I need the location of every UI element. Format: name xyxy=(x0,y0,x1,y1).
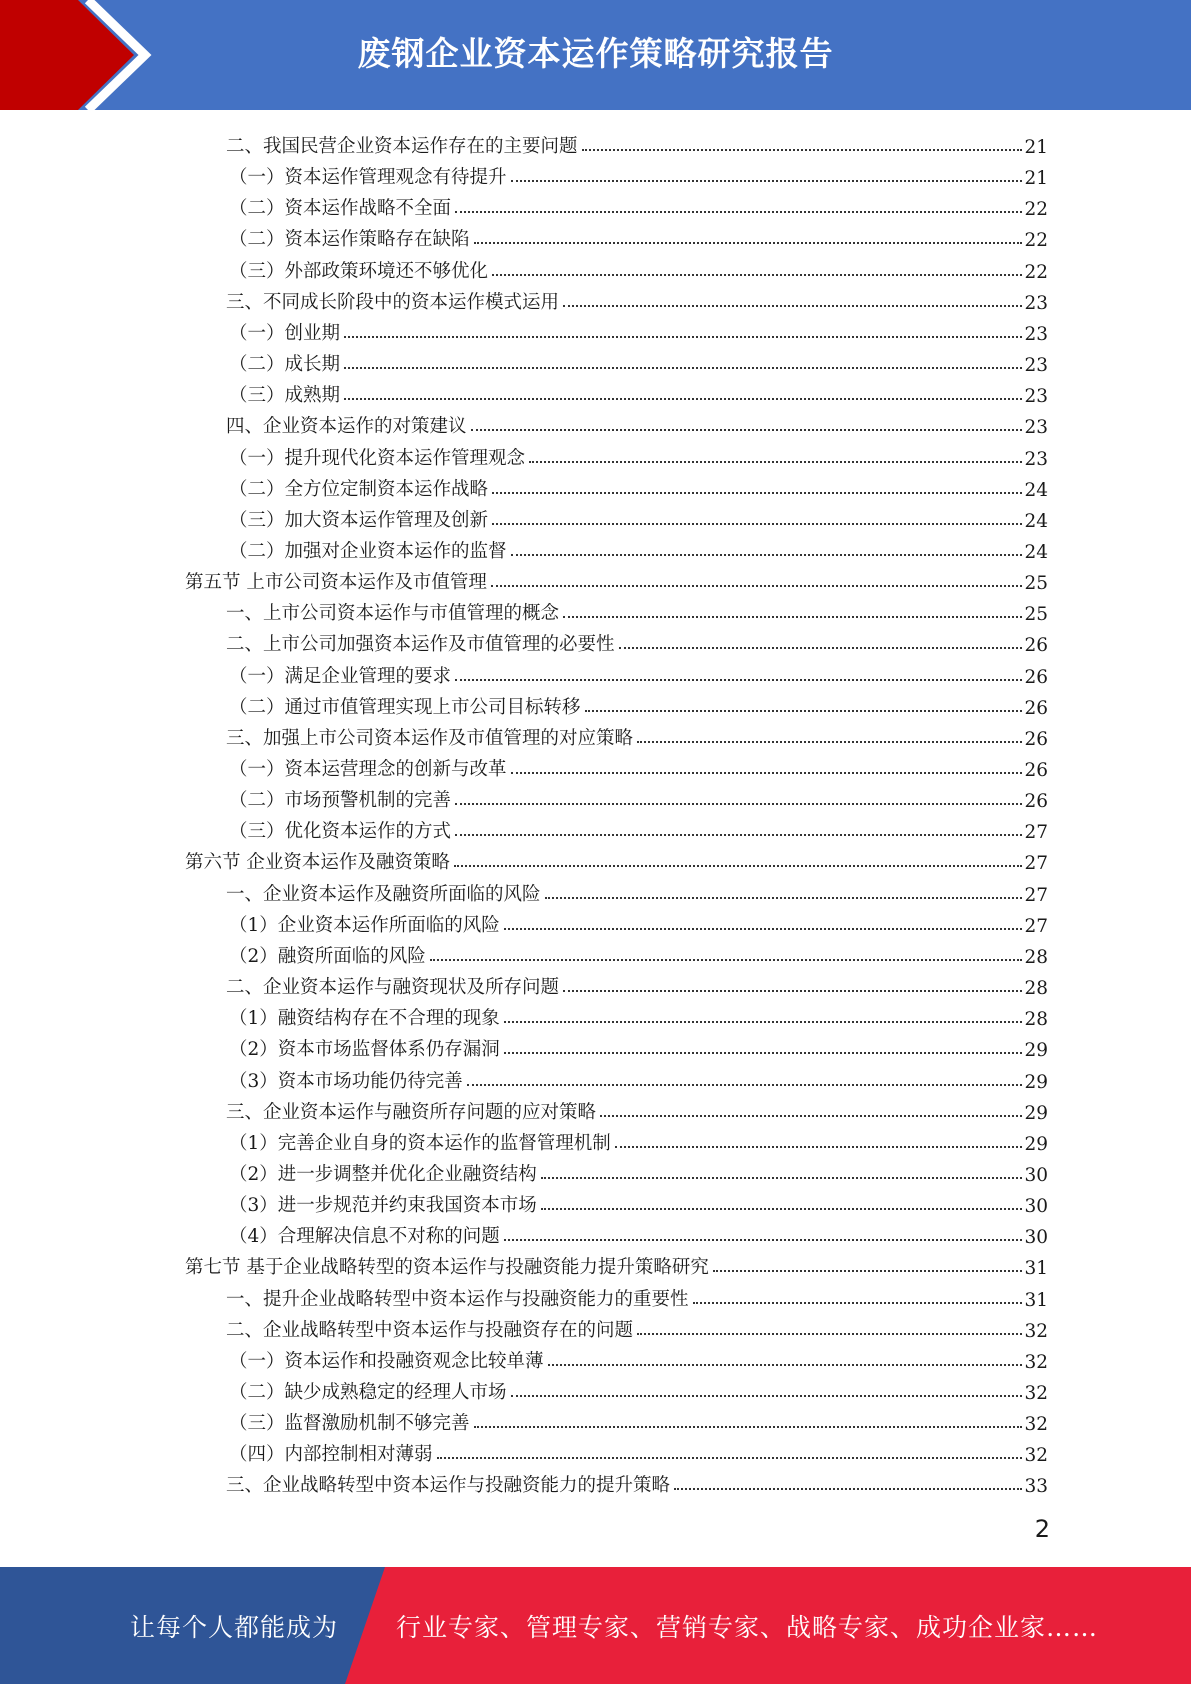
toc-entry-page: 31 xyxy=(1024,1289,1048,1311)
toc-entry-page: 27 xyxy=(1024,822,1048,844)
toc-entry-page: 26 xyxy=(1024,666,1048,688)
toc-entry-title: （一）满足企业管理的要求 xyxy=(229,665,452,687)
toc-entry-page: 26 xyxy=(1024,791,1048,813)
toc-entry-title: （二）资本运作战略不全面 xyxy=(229,198,452,220)
toc-entry[interactable] xyxy=(229,688,1048,719)
toc-entry-page: 32 xyxy=(1024,1351,1048,1373)
toc-dot-leader xyxy=(492,274,1022,276)
toc-entry-page: 26 xyxy=(1024,728,1048,750)
toc-dot-leader xyxy=(455,803,1022,805)
toc-entry-page: 21 xyxy=(1024,168,1048,190)
toc-entry-title: 三、不同成长阶段中的资本运作模式运用 xyxy=(226,291,560,313)
toc-entry-title: （2）进一步调整并优化企业融资结构 xyxy=(229,1163,537,1185)
toc-entry-title: （二）加强对企业资本运作的监督 xyxy=(229,540,507,562)
toc-entry[interactable] xyxy=(185,563,1048,594)
toc-entry[interactable] xyxy=(229,1062,1048,1093)
toc-entry[interactable] xyxy=(226,968,1048,999)
toc-entry[interactable] xyxy=(229,314,1048,345)
toc-dot-leader xyxy=(504,1021,1023,1023)
page-header xyxy=(0,0,1191,110)
toc-entry-title: （二）市场预警机制的完善 xyxy=(229,790,452,812)
toc-entry-title: 二、企业资本运作与融资现状及所存问题 xyxy=(226,977,560,999)
toc-dot-leader xyxy=(548,1364,1023,1366)
toc-entry-page: 27 xyxy=(1024,853,1048,875)
toc-entry[interactable] xyxy=(226,1280,1048,1311)
toc-dot-leader xyxy=(492,523,1022,525)
toc-entry-title: 二、企业战略转型中资本运作与投融资存在的问题 xyxy=(226,1319,634,1341)
toc-entry-page: 29 xyxy=(1024,1040,1048,1062)
toc-entry-page: 27 xyxy=(1024,884,1048,906)
toc-dot-leader xyxy=(619,647,1023,649)
toc-dot-leader xyxy=(511,554,1023,556)
toc-entry-page: 29 xyxy=(1024,1102,1048,1124)
toc-entry-title: （二）成长期 xyxy=(229,354,341,376)
toc-entry-title: （三）成熟期 xyxy=(229,385,341,407)
toc-entry[interactable] xyxy=(229,1373,1048,1404)
toc-dot-leader xyxy=(511,1395,1023,1397)
toc-dot-leader xyxy=(545,897,1023,899)
toc-entry-title: （2）资本市场监督体系仍存漏洞 xyxy=(229,1039,500,1061)
toc-dot-leader xyxy=(491,585,1023,587)
toc-entry-page: 23 xyxy=(1024,292,1048,314)
toc-entry[interactable] xyxy=(226,283,1048,314)
toc-dot-leader xyxy=(713,1270,1023,1272)
toc-dot-leader xyxy=(511,180,1023,182)
toc-entry[interactable] xyxy=(229,999,1048,1030)
toc-entry-title: （二）全方位定制资本运作战略 xyxy=(229,478,489,500)
toc-entry[interactable] xyxy=(229,1342,1048,1373)
toc-dot-leader xyxy=(693,1302,1023,1304)
toc-entry-page: 32 xyxy=(1024,1445,1048,1467)
toc-entry-page: 28 xyxy=(1024,946,1048,968)
toc-entry-page: 24 xyxy=(1024,479,1048,501)
toc-dot-leader xyxy=(344,367,1022,369)
toc-entry-title: （二）缺少成熟稳定的经理人市场 xyxy=(229,1382,507,1403)
toc-entry-page: 29 xyxy=(1024,1133,1048,1155)
toc-entry-page: 21 xyxy=(1024,137,1048,158)
toc-entry-title: 第五节 上市公司资本运作及市值管理 xyxy=(185,572,487,594)
toc-dot-leader xyxy=(344,398,1022,400)
toc-entry[interactable] xyxy=(229,1124,1048,1155)
toc-dot-leader xyxy=(674,1488,1022,1490)
toc-entry-page: 23 xyxy=(1024,355,1048,377)
toc-dot-leader xyxy=(582,149,1023,151)
toc-entry-page: 27 xyxy=(1024,915,1048,937)
toc-entry-title: 第七节 基于企业战略转型的资本运作与投融资能力提升策略研究 xyxy=(185,1257,709,1279)
toc-entry-title: （三）外部政策环境还不够优化 xyxy=(229,260,489,282)
toc-entry[interactable] xyxy=(229,158,1048,189)
toc-entry-title: （一）创业期 xyxy=(229,322,341,344)
toc-entry[interactable] xyxy=(229,220,1048,251)
toc-entry[interactable] xyxy=(229,750,1048,781)
toc-entry-page: 22 xyxy=(1024,261,1048,283)
toc-entry[interactable] xyxy=(229,1404,1048,1435)
toc-entry-title: （1）融资结构存在不合理的现象 xyxy=(229,1008,500,1030)
toc-entry[interactable] xyxy=(229,657,1048,688)
toc-entry-page: 24 xyxy=(1024,541,1048,563)
toc-dot-leader xyxy=(430,959,1023,961)
toc-entry[interactable] xyxy=(229,1435,1048,1466)
toc-entry-page: 22 xyxy=(1024,230,1048,252)
toc-entry-page: 23 xyxy=(1024,417,1048,439)
toc-entry[interactable] xyxy=(226,1311,1048,1342)
toc-entry-title: （4）合理解决信息不对称的问题 xyxy=(229,1226,500,1248)
toc-entry-title: （一）提升现代化资本运作管理观念 xyxy=(229,447,526,469)
toc-entry-page: 33 xyxy=(1024,1476,1048,1498)
toc-entry-page: 23 xyxy=(1024,448,1048,470)
toc-entry[interactable] xyxy=(229,1155,1048,1186)
toc-entry-title: 一、上市公司资本运作与市值管理的概念 xyxy=(226,603,560,625)
toc-entry-title: （三）监督激励机制不够完善 xyxy=(229,1413,470,1435)
toc-dot-leader xyxy=(563,990,1022,992)
toc-entry-page: 23 xyxy=(1024,386,1048,408)
toc-entry-title: （1）企业资本运作所面临的风险 xyxy=(229,914,500,936)
footer-slogan-right: 行业专家、管理专家、营销专家、战略专家、成功企业家…… xyxy=(396,1613,1099,1642)
toc-entry-page: 26 xyxy=(1024,697,1048,719)
toc-entry[interactable] xyxy=(226,594,1048,625)
toc-entry-title: 三、企业资本运作与融资所存问题的应对策略 xyxy=(226,1101,597,1123)
toc-entry[interactable] xyxy=(226,719,1048,750)
toc-entry-title: （二）通过市值管理实现上市公司目标转移 xyxy=(229,696,581,718)
toc-entry-page: 25 xyxy=(1024,573,1048,595)
toc-dot-leader xyxy=(474,242,1023,244)
toc-entry[interactable] xyxy=(229,345,1048,376)
toc-entry-page: 30 xyxy=(1024,1227,1048,1249)
toc-entry[interactable] xyxy=(229,501,1048,532)
toc-dot-leader xyxy=(529,461,1022,463)
toc-entry-page: 25 xyxy=(1024,604,1048,626)
toc-entry[interactable] xyxy=(229,937,1048,968)
toc-entry[interactable] xyxy=(229,470,1048,501)
toc-entry[interactable] xyxy=(226,875,1048,906)
toc-entry-page: 29 xyxy=(1024,1071,1048,1093)
toc-dot-leader xyxy=(600,1115,1022,1117)
toc-dot-leader xyxy=(467,1084,1023,1086)
toc-dot-leader xyxy=(541,1177,1023,1179)
toc-dot-leader xyxy=(541,1208,1023,1210)
document-title: 废钢企业资本运作策略研究报告 xyxy=(357,34,834,73)
toc-entry-page: 32 xyxy=(1024,1414,1048,1436)
toc-dot-leader xyxy=(455,679,1022,681)
toc-dot-leader xyxy=(504,1052,1023,1054)
toc-entry-title: 二、我国民营企业资本运作存在的主要问题 xyxy=(226,136,578,157)
toc-entry-title: （三）加大资本运作管理及创新 xyxy=(229,509,489,531)
toc-entry-title: 三、加强上市公司资本运作及市值管理的对应策略 xyxy=(226,727,634,749)
toc-entry-page: 31 xyxy=(1024,1258,1048,1280)
toc-entry-title: （四）内部控制相对薄弱 xyxy=(229,1444,433,1466)
toc-entry-page: 32 xyxy=(1024,1383,1048,1404)
toc-entry-title: 一、企业资本运作及融资所面临的风险 xyxy=(226,883,541,905)
toc-entry-page: 30 xyxy=(1024,1196,1048,1218)
toc-entry[interactable] xyxy=(229,189,1048,220)
toc-entry-title: （一）资本运作管理观念有待提升 xyxy=(229,167,507,189)
toc-entry[interactable] xyxy=(229,1030,1048,1061)
toc-entry-page: 28 xyxy=(1024,978,1048,1000)
toc-entry[interactable] xyxy=(229,1217,1048,1248)
toc-entry[interactable] xyxy=(185,843,1048,874)
toc-dot-leader xyxy=(511,772,1023,774)
toc-dot-leader xyxy=(474,1426,1023,1428)
toc-entry-title: 三、企业战略转型中资本运作与投融资能力的提升策略 xyxy=(226,1475,671,1497)
toc-entry[interactable] xyxy=(229,439,1048,470)
toc-entry-title: 一、提升企业战略转型中资本运作与投融资能力的重要性 xyxy=(226,1288,689,1310)
toc-dot-leader xyxy=(637,1333,1022,1335)
toc-entry-title: （一）资本运营理念的创新与改革 xyxy=(229,759,507,780)
toc-entry[interactable] xyxy=(229,812,1048,843)
toc-dot-leader xyxy=(563,616,1022,618)
toc-entry-page: 23 xyxy=(1024,323,1048,345)
toc-entry[interactable] xyxy=(229,376,1048,407)
toc-entry[interactable] xyxy=(226,127,1048,158)
toc-dot-leader xyxy=(585,710,1023,712)
toc-entry-title: （3）资本市场功能仍待完善 xyxy=(229,1070,463,1092)
toc-entry-title: 第六节 企业资本运作及融资策略 xyxy=(185,852,450,874)
toc-entry-title: 四、企业资本运作的对策建议 xyxy=(226,416,467,438)
toc-entry-page: 26 xyxy=(1024,635,1048,657)
page-number: 2 xyxy=(1034,1515,1050,1543)
toc-entry[interactable] xyxy=(229,252,1048,283)
toc-entry-page: 22 xyxy=(1024,199,1048,221)
toc-entry-page: 30 xyxy=(1024,1164,1048,1186)
toc-entry-title: （二）资本运作策略存在缺陷 xyxy=(229,229,470,251)
toc-entry-title: （三）优化资本运作的方式 xyxy=(229,821,452,843)
page-footer xyxy=(0,1567,1191,1684)
toc-dot-leader xyxy=(563,305,1022,307)
toc-dot-leader xyxy=(454,865,1023,867)
toc-entry[interactable] xyxy=(226,1466,1048,1497)
toc-entry[interactable] xyxy=(226,407,1048,438)
toc-entry[interactable] xyxy=(226,625,1048,656)
toc-dot-leader xyxy=(437,1457,1023,1459)
toc-entry[interactable] xyxy=(229,906,1048,937)
toc-dot-leader xyxy=(344,336,1022,338)
toc-dot-leader xyxy=(492,492,1022,494)
toc-entry-page: 28 xyxy=(1024,1009,1048,1031)
toc-dot-leader xyxy=(455,211,1022,213)
toc-dot-leader xyxy=(455,834,1022,836)
toc-entry[interactable] xyxy=(229,532,1048,563)
toc-entry[interactable] xyxy=(185,1248,1048,1279)
toc-entry-page: 32 xyxy=(1024,1320,1048,1342)
toc-dot-leader xyxy=(504,928,1023,930)
toc-entry[interactable] xyxy=(229,781,1048,812)
toc-entry[interactable] xyxy=(226,1093,1048,1124)
footer-slogan-left: 让每个人都能成为 xyxy=(130,1613,339,1642)
toc-entry[interactable] xyxy=(229,1186,1048,1217)
toc-dot-leader xyxy=(504,1239,1023,1241)
toc-entry-title: 二、上市公司加强资本运作及市值管理的必要性 xyxy=(226,634,615,656)
toc-entry-title: （一）资本运作和投融资观念比较单薄 xyxy=(229,1350,544,1372)
toc-entry-page: 26 xyxy=(1024,760,1048,781)
toc-entry-page: 24 xyxy=(1024,510,1048,532)
toc-dot-leader xyxy=(637,741,1022,743)
toc-dot-leader xyxy=(471,429,1023,431)
toc-entry-title: （3）进一步规范并约束我国资本市场 xyxy=(229,1195,537,1217)
toc-dot-leader xyxy=(615,1146,1023,1148)
toc-entry-title: （2）融资所面临的风险 xyxy=(229,945,426,967)
toc-entry-title: （1）完善企业自身的资本运作的监督管理机制 xyxy=(229,1132,611,1154)
